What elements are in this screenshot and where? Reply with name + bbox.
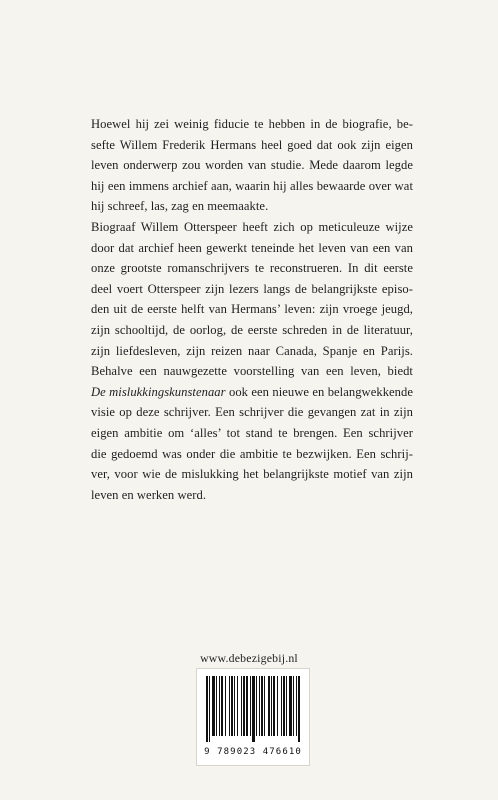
blurb-line: visie op deze schrijver. Een schrijver die gevangen zat in zijn [91, 405, 413, 420]
barcode-bar [221, 676, 223, 736]
blurb-line: onze grootste romanschrijvers te reconstrueren. In dit eerste [91, 261, 413, 276]
barcode-bar [243, 676, 245, 736]
barcode-bar [252, 676, 255, 742]
back-cover-blurb [91, 114, 413, 505]
blurb-line: sefte Willem Frederik Hermans heel goed dat ook zijn eigen [91, 137, 413, 152]
barcode-bar [229, 676, 230, 736]
barcode-bar [259, 676, 260, 736]
blurb-line: ver, voor wie de mislukking het belangrijkste motief van zijn [91, 467, 413, 482]
barcode-bar [261, 676, 263, 736]
barcode-bar [241, 676, 242, 736]
blurb-line-fragment: ook een nieuwe en belangwekkende [228, 384, 414, 399]
barcode-bar [293, 676, 294, 736]
blurb-line: door dat archief heen gewerkt teneinde het leven van een van [91, 240, 413, 255]
barcode-bar [268, 676, 270, 736]
barcode-bar [246, 676, 248, 736]
barcode-bar [209, 676, 210, 742]
barcode-bar [273, 676, 275, 736]
isbn-barcode [196, 668, 310, 766]
blurb-line: Behalve een nauwgezette voorstelling van een leven, biedt [91, 364, 413, 379]
barcode-bar [264, 676, 265, 736]
blurb-line: eigen ambitie om ‘alles’ tot stand te brengen. Een schrijver [91, 425, 413, 440]
barcode-bar [206, 676, 208, 742]
barcode-bar [271, 676, 272, 736]
barcode-bar [237, 676, 238, 736]
barcode-bar [296, 676, 297, 736]
barcode-bar [277, 676, 278, 736]
barcode-bar [289, 676, 292, 736]
blurb-line: zijn schooltijd, de oorlog, de eerste schreden in de literatuur, [91, 322, 413, 337]
blurb-line: die gedoemd was onder die ambitie te bezwijken. Een schrij- [91, 446, 413, 461]
barcode-bar [281, 676, 282, 736]
blurb-line: hij schreef, las, zag en meemaakte. [91, 199, 269, 214]
barcode-bar [250, 676, 251, 736]
blurb-line-with-title [91, 382, 413, 403]
isbn-number: 9 789023 476610 [204, 747, 302, 757]
barcode-bar [256, 676, 257, 736]
barcode-bar [225, 676, 226, 736]
barcode-bar [283, 676, 285, 736]
barcode-bar [234, 676, 235, 736]
barcode-bar [212, 676, 215, 736]
barcode-bar [286, 676, 287, 736]
barcode-bar [219, 676, 220, 736]
blurb-line: zijn liefdesleven, zijn reizen naar Canada, Spanje en Parijs. [91, 343, 413, 358]
blurb-line: deel voert Otterspeer zijn lezers langs de belangrijkste episo- [91, 281, 413, 296]
blurb-line: leven en werken werd. [91, 487, 207, 502]
barcode-icon [204, 676, 302, 742]
barcode-bar [231, 676, 233, 736]
book-title: De mislukkingskunstenaar [91, 384, 226, 399]
blurb-line: hij een immens archief aan, waarin hij alles bewaarde over wat [91, 178, 413, 193]
blurb-line: Hoewel hij zei weinig fiducie te hebben in de biografie, be- [91, 117, 413, 131]
blurb-line: Biograaf Willem Otterspeer heeft zich op meticuleuze wijze [91, 219, 413, 234]
publisher-url: www.debezigebij.nl [200, 651, 298, 665]
barcode-bar [216, 676, 217, 736]
barcode-bar [298, 676, 300, 742]
blurb-line: leven onderwerp zou worden van studie. Mede daarom legde [91, 158, 413, 173]
blurb-line: den uit de eerste helft van Hermans’ leven: zijn vroege jeugd, [91, 302, 413, 317]
